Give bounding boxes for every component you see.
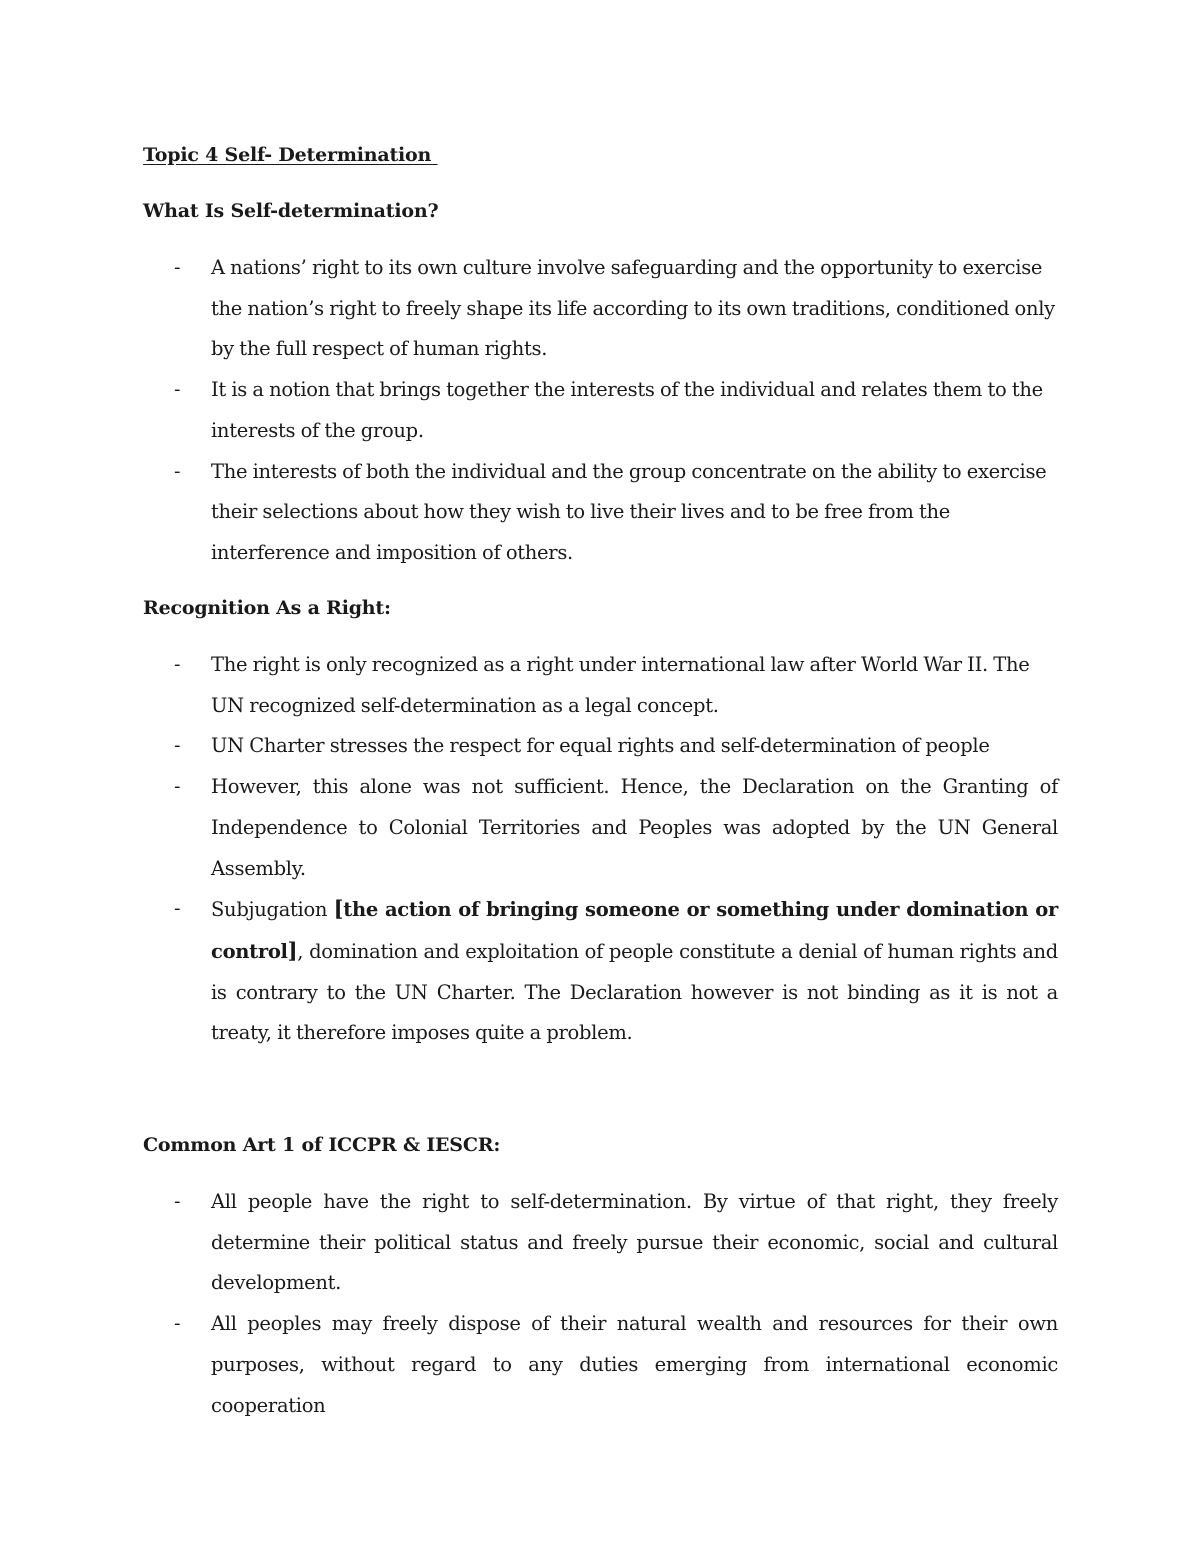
bullet-dash: - <box>174 735 181 757</box>
bullet-dash: - <box>174 898 181 920</box>
list-item-text: All peoples may freely dispose of their natural wealth and resources for their own purposes, without regard to any duties emerging from international economic cooperation <box>211 1312 1058 1417</box>
list-item-text: All people have the right to self-determination. By virtue of that right, they freely determine their political status and freely pursue their economic, social and cultural development. <box>211 1190 1058 1295</box>
list-item <box>0 767 1058 889</box>
list-item <box>0 645 1058 726</box>
list-item-text: The interests of both the individual and the group concentrate on the ability to exercise their selections about how they wish to live their lives and to be free from the interference and imposition of others. <box>211 459 1047 564</box>
bullet-dash: - <box>174 1313 181 1335</box>
section-heading-what-is: What Is Self-determination? <box>143 200 439 222</box>
list-item-text: The right is only recognized as a right under international law after World War II. The UN recognized self-determination as a legal concept. <box>211 653 1030 717</box>
list-item-text: A nations’ right to its own culture involve safeguarding and the opportunity to exercise the nation’s right to freely shape its life according to its own traditions, conditioned only by the full respect of human rights. <box>211 256 1055 361</box>
open-bracket: [ <box>333 896 344 922</box>
list-item-lead: Subjugation <box>211 898 334 922</box>
list-item <box>0 248 1058 370</box>
section-heading-common-art: Common Art 1 of ICCPR & IESCR: <box>143 1134 501 1156</box>
list-item <box>0 452 1058 574</box>
bullet-list-common-art <box>0 1182 1200 1426</box>
page-title: Topic 4 Self- Determination <box>143 144 438 166</box>
bullet-dash: - <box>174 460 181 482</box>
list-item <box>0 370 1058 451</box>
bullet-list-recognition <box>0 645 1200 1054</box>
bullet-dash: - <box>174 257 181 278</box>
bullet-dash: - <box>174 776 181 798</box>
list-item-subjugation <box>0 889 1058 1054</box>
list-item <box>0 1182 1058 1304</box>
list-item-text: However, this alone was not sufficient. Hence, the Declaration on the Granting of Independence to Colonial Territories and Peoples was adopted by the UN General Assembly. <box>211 775 1058 880</box>
bullet-dash: - <box>174 1191 181 1212</box>
list-item-text: UN Charter stresses the respect for equal rights and self-determination of people <box>211 734 990 758</box>
bullet-dash: - <box>174 654 181 675</box>
list-item <box>0 1304 1058 1426</box>
close-bracket: ] <box>287 937 298 963</box>
bullet-list-what-is <box>0 248 1200 574</box>
list-item <box>0 726 1058 767</box>
list-item-text: It is a notion that brings together the interests of the individual and relates them to the interests of the group. <box>211 378 1043 442</box>
definition-text: the action of bringing someone or something under domination or control <box>211 898 1058 963</box>
bullet-dash: - <box>174 379 181 401</box>
list-item-text: , domination and exploitation of people constitute a denial of human rights and is contrary to the UN Charter. The Declaration however is not binding as it is not a treaty, it therefore imposes quite a problem. <box>211 939 1058 1045</box>
section-heading-recognition: Recognition As a Right: <box>143 597 391 619</box>
